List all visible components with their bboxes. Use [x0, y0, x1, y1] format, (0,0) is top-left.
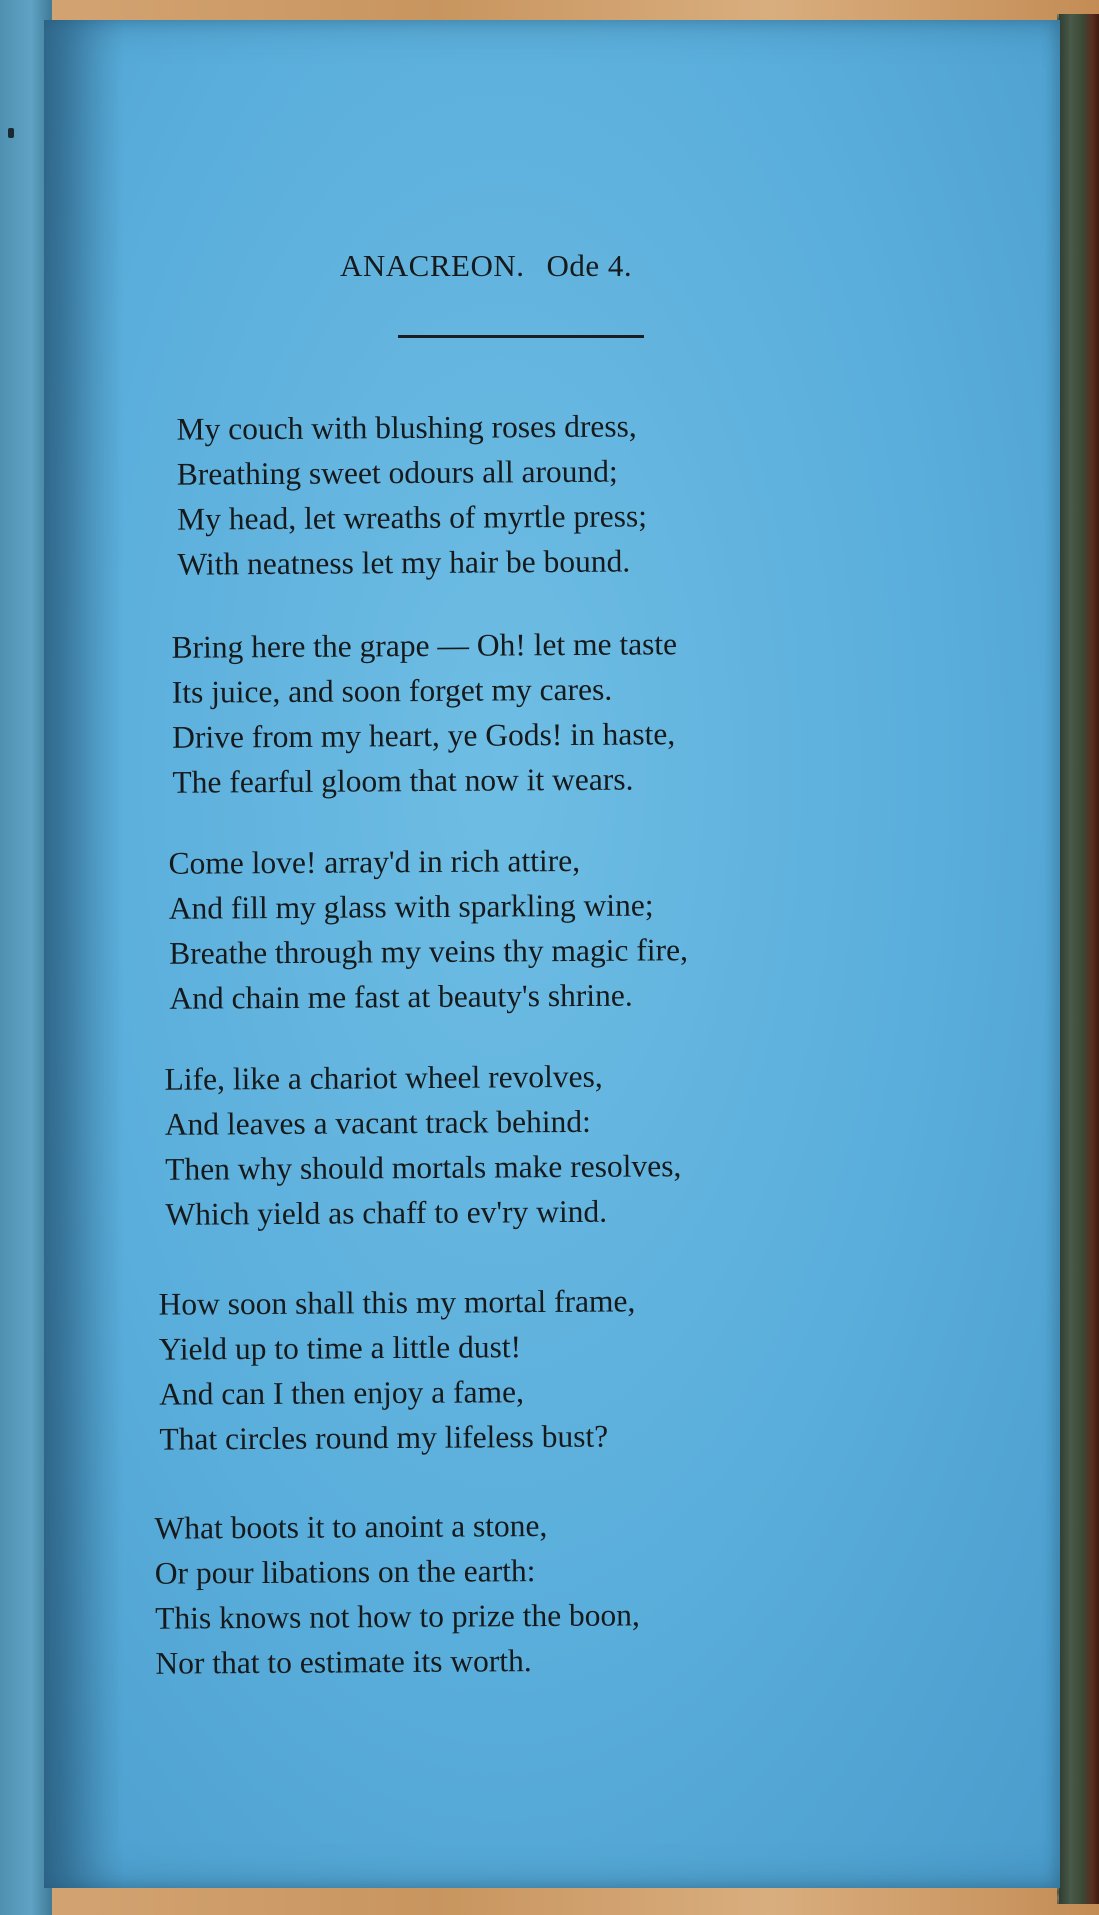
poem-line: And can I then enjoy a fame, [159, 1374, 525, 1412]
poem-line: Breathing sweet odours all around; [176, 453, 618, 492]
poem-line: Its juice, and soon forget my cares. [171, 671, 613, 710]
poem-line: Or pour libations on the earth: [154, 1553, 536, 1591]
poem-line: What boots it to anoint a stone, [154, 1507, 548, 1546]
stanza-6 [154, 1502, 640, 1685]
stanza-1 [176, 403, 647, 586]
poem-line: Breathe through my veins thy magic fire, [169, 932, 689, 971]
stanza-4 [164, 1053, 681, 1237]
stanza-3 [168, 837, 688, 1021]
poem-line: Which yield as chaff to ev'ry wind. [165, 1193, 608, 1232]
poem-line: Nor that to estimate its worth. [155, 1643, 532, 1681]
poem-title: ANACREON. [340, 248, 525, 283]
poem-line: And leaves a vacant track behind: [164, 1103, 591, 1142]
heading-rule [398, 335, 644, 338]
poem-heading [340, 248, 760, 284]
poem-line: Yield up to time a little dust! [158, 1329, 522, 1367]
poem-line: Then why should mortals make resolves, [165, 1148, 682, 1187]
poem-line: With neatness let my hair be bound. [177, 543, 631, 582]
poem-line: Come love! array'd in rich attire, [168, 842, 581, 881]
poem-subtitle: Ode 4. [546, 248, 633, 283]
poem-line: Bring here the grape — Oh! let me taste [171, 626, 678, 665]
poem-line: Drive from my heart, ye Gods! in haste, [172, 716, 676, 755]
poem-line: And fill my glass with sparkling wine; [168, 887, 654, 926]
poem-line: My couch with blushing roses dress, [176, 408, 637, 447]
poem-line: That circles round my lifeless bust? [159, 1418, 609, 1457]
stanza-5 [158, 1278, 636, 1461]
poem-line: The fearful gloom that now it wears. [172, 761, 634, 800]
poem-line: And chain me fast at beauty's shrine. [169, 977, 633, 1016]
poem-line: Life, like a chariot wheel revolves, [164, 1058, 603, 1097]
poem-line: This knows not how to prize the boon, [155, 1597, 640, 1636]
poem-line: My head, let wreaths of myrtle press; [177, 498, 648, 537]
stanza-2 [171, 621, 678, 805]
poem-line: How soon shall this my mortal frame, [158, 1283, 636, 1322]
